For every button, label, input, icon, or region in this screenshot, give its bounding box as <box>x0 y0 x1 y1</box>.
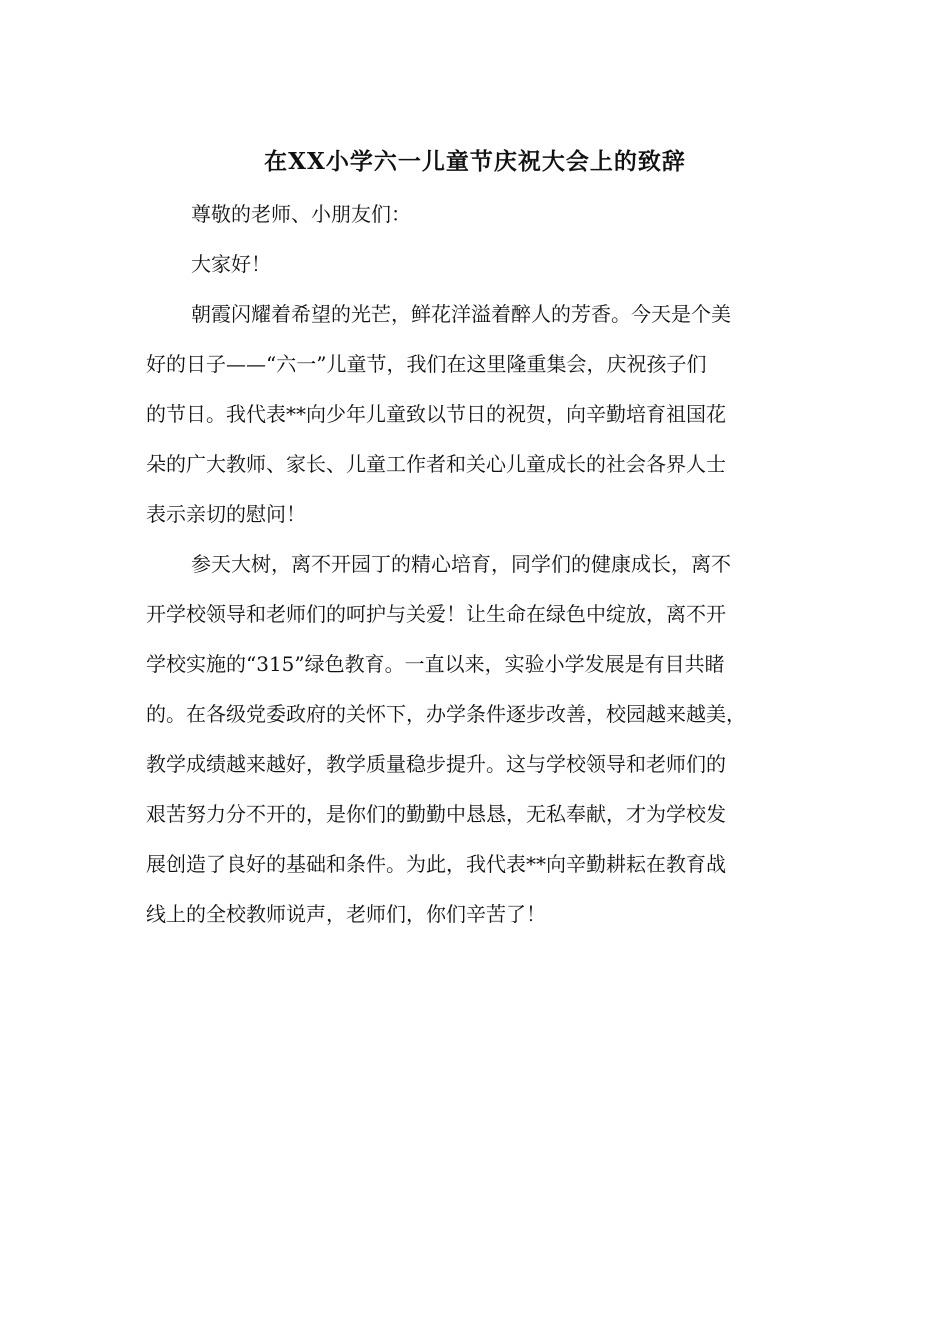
paragraph2-line: 教学成绩越来越好，教学质量稳步提升。这与学校领导和老师们的 <box>146 752 726 776</box>
hello-line: 大家好！ <box>191 252 271 276</box>
paragraph2-line: 开学校领导和老师们的呵护与关爱！让生命在绿色中绽放，离不开 <box>146 602 726 626</box>
paragraph1-line: 好的日子——“六一”儿童节，我们在这里隆重集会，庆祝孩子们 <box>146 352 707 376</box>
greeting-line: 尊敬的老师、小朋友们： <box>191 202 411 226</box>
paragraph2-line: 艰苦努力分不开的，是你们的勤勤中恳恳，无私奉献，才为学校发 <box>146 802 726 826</box>
paragraph1-line: 的节日。我代表**向少年儿童致以节日的祝贺，向辛勤培育祖国花 <box>146 402 726 426</box>
paragraph1-line: 表示亲切的慰问！ <box>146 502 306 526</box>
paragraph2-line: 线上的全校教师说声，老师们，你们辛苦了！ <box>146 902 546 926</box>
paragraph2-line: 参天大树，离不开园丁的精心培育，同学们的健康成长，离不 <box>191 552 731 576</box>
paragraph1-line: 朝霞闪耀着希望的光芒，鲜花洋溢着醉人的芳香。今天是个美 <box>191 302 731 326</box>
paragraph2-line: 学校实施的“315”绿色教育。一直以来，实验小学发展是有目共睹 <box>146 652 725 676</box>
paragraph1-line: 朵的广大教师、家长、儿童工作者和关心儿童成长的社会各界人士 <box>146 452 726 476</box>
document-title: 在XX小学六一儿童节庆祝大会上的致辞 <box>264 148 686 175</box>
paragraph2-line: 展创造了良好的基础和条件。为此，我代表**向辛勤耕耘在教育战 <box>146 852 726 876</box>
paragraph2-line: 的。在各级党委政府的关怀下，办学条件逐步改善，校园越来越美， <box>146 702 746 726</box>
